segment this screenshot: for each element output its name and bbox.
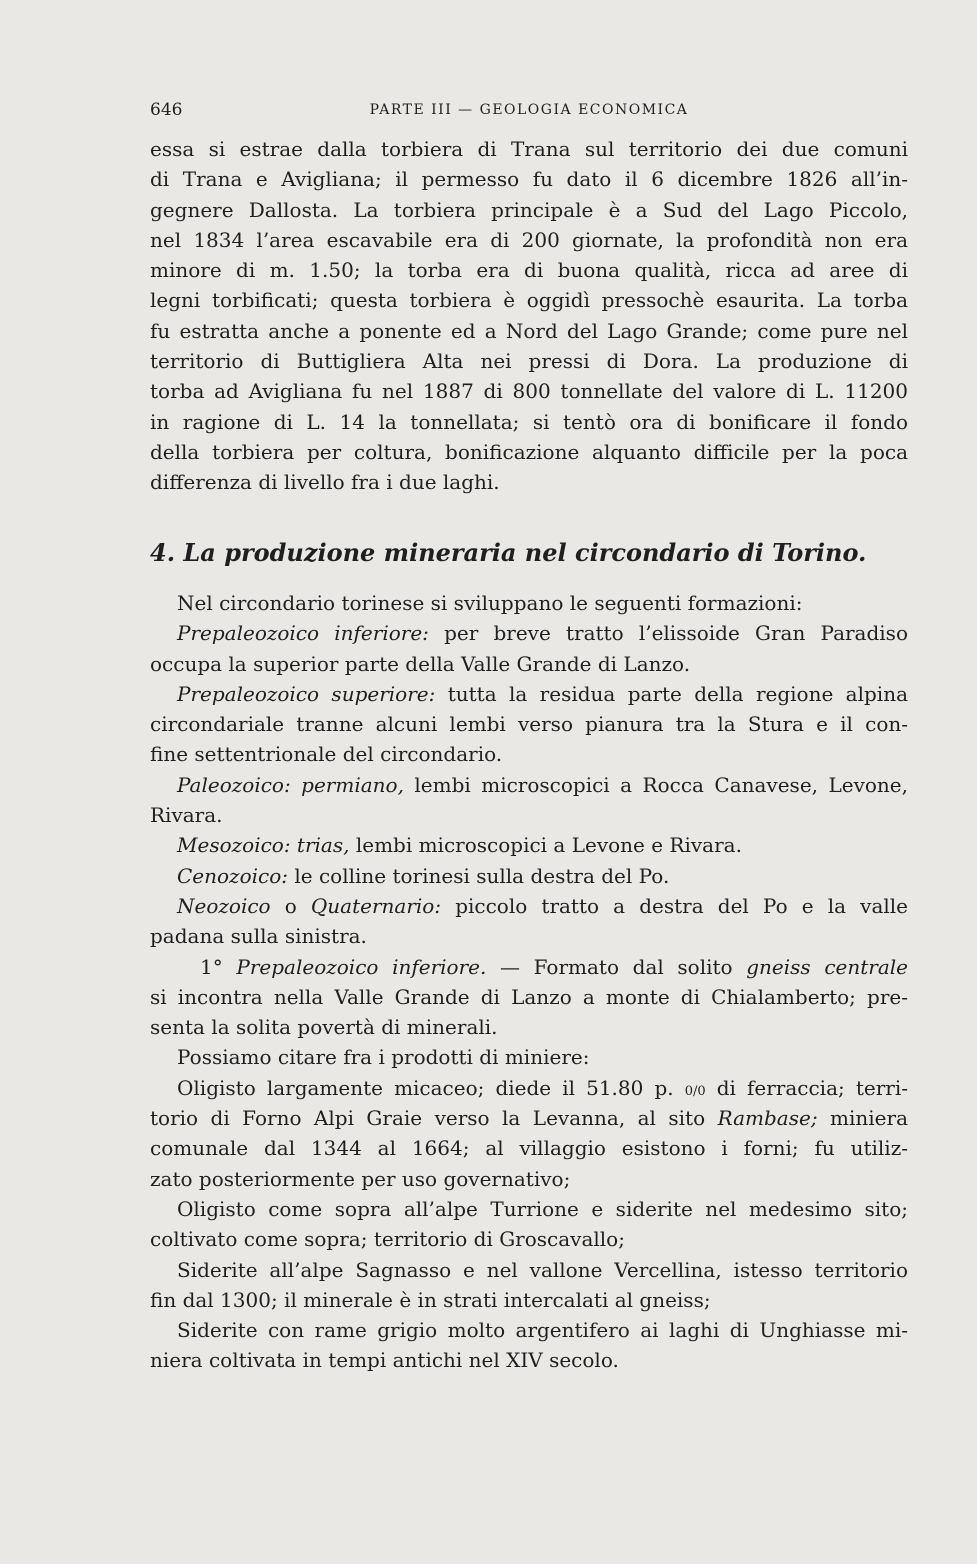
- text-line: [150, 891, 908, 921]
- text-line: senta la solita povertà di minerali.: [150, 1015, 498, 1040]
- text-line: Rivara.: [150, 803, 223, 828]
- formation-name: Quaternario:: [310, 893, 442, 918]
- text-line: [150, 861, 908, 891]
- text-line: della torbiera per coltura, bonificazione alquanto difficile per la poca: [150, 439, 908, 464]
- text-line: si incontra nella Valle Grande di Lanzo a monte di Chialamberto; pre-: [150, 984, 908, 1009]
- text-line: minore di m. 1.50; la torba era di buona qualità, ricca ad aree di: [150, 258, 908, 283]
- text-line: differenza di livello fra i due laghi.: [150, 470, 500, 495]
- text-line: comunale dal 1344 al 1664; al villaggio esistono i forni; fu utiliz-: [150, 1136, 908, 1161]
- formation-name: Cenozoico:: [177, 863, 289, 888]
- formation-name: Neozoico: [177, 893, 271, 918]
- text-line: gegnere Dallosta. La torbiera principale è a Sud del Lago Piccolo,: [150, 197, 908, 222]
- text-span: tutta la residua parte della regione alpina: [435, 681, 908, 706]
- formation-name: Prepaleozoico inferiore.: [236, 954, 487, 979]
- section-heading: 4. La produzione mineraria nel circondario di Torino.: [150, 538, 867, 567]
- formation-name: Paleozoico: permiano,: [177, 772, 404, 797]
- text-line: Siderite con rame grigio molto argentifero ai laghi di Unghiasse mi-: [177, 1318, 908, 1343]
- text-span: o: [270, 893, 311, 918]
- text-line: coltivato come sopra; territorio di Groscavallo;: [150, 1227, 625, 1252]
- rock-name: gneiss centrale: [746, 954, 908, 979]
- text-line: essa si estrae dalla torbiera di Trana sul territorio dei due comuni: [150, 137, 908, 161]
- text-span: miniera: [817, 1106, 908, 1131]
- text-line: [150, 952, 908, 982]
- text-line: Siderite all’alpe Sagnasso e nel vallone Vercellina, istesso territorio: [177, 1257, 908, 1282]
- text-line: in ragione di L. 14 la tonnellata; si tentò ora di bonificare il fondo: [150, 409, 908, 434]
- text-line: Oligisto come sopra all’alpe Turrione e siderite nel medesimo sito;: [177, 1196, 908, 1221]
- site-name: Rambase;: [717, 1106, 818, 1131]
- text-span: Oligisto largamente micaceo; diede il 51.80 p.: [177, 1075, 685, 1100]
- text-line: di Trana e Avigliana; il permesso fu dato il 6 dicembre 1826 all’in-: [150, 167, 908, 192]
- text-line: torba ad Avigliana fu nel 1887 di 800 tonnellate del valore di L. 11200: [150, 379, 908, 404]
- text-line: fine settentrionale del circondario.: [150, 742, 503, 767]
- text-span: le colline torinesi sulla destra del Po.: [288, 863, 670, 888]
- running-title: PARTE III — GEOLOGIA ECONOMICA: [369, 102, 689, 118]
- text-line: circondariale tranne alcuni lembi verso pianura tra la Stura e il con-: [150, 712, 908, 737]
- text-line: zato posteriormente per uso governativo;: [150, 1166, 571, 1191]
- text-line: [150, 770, 908, 800]
- text-line: [150, 1103, 908, 1133]
- text-line: niera coltivata in tempi antichi nel XIV secolo.: [150, 1348, 619, 1373]
- page-number: 646: [150, 100, 183, 120]
- text-line: [150, 1073, 908, 1103]
- text-line: occupa la superior parte della Valle Grande di Lanzo.: [150, 651, 691, 676]
- text-span: 1°: [200, 954, 237, 979]
- section-body: [150, 588, 908, 1376]
- text-span: lembi microscopici a Levone e Rivara.: [349, 833, 742, 858]
- text-span: lembi microscopici a Rocca Canavese, Levone,: [403, 772, 908, 797]
- text-line: nel 1834 l’area escavabile era di 200 giornate, la profondità non era: [150, 227, 908, 252]
- text-span: di ferraccia; terri-: [705, 1075, 908, 1100]
- formation-name: Prepaleozoico inferiore:: [177, 621, 429, 646]
- text-line: [150, 679, 908, 709]
- paragraph-peat-bog: [150, 134, 908, 498]
- text-line: fu estratta anche a ponente ed a Nord del Lago Grande; come pure nel: [150, 318, 908, 343]
- text-line: fin dal 1300; il minerale è in strati intercalati al gneiss;: [150, 1287, 711, 1312]
- text-span: — Formato dal solito: [486, 954, 747, 979]
- text-span: piccolo tratto a destra del Po e la valle: [441, 893, 908, 918]
- formation-name: Prepaleozoico superiore:: [177, 681, 436, 706]
- text-span: per breve tratto l’elissoide Gran Paradiso: [428, 621, 908, 646]
- text-line: [150, 618, 908, 648]
- text-line: territorio di Buttigliera Alta nei pressi di Dora. La produzione di: [150, 349, 908, 374]
- percent-sign: 0/0: [684, 1083, 706, 1099]
- text-line: legni torbificati; questa torbiera è oggidì pressochè esaurita. La torba: [150, 288, 908, 313]
- text-line: padana sulla sinistra.: [150, 924, 367, 949]
- text-span: torio di Forno Alpi Graie verso la Levanna, al sito: [150, 1106, 718, 1131]
- text-line: [150, 830, 908, 860]
- running-head: [150, 100, 908, 124]
- text-line: Nel circondario torinese si sviluppano le seguenti formazioni:: [177, 591, 803, 615]
- formation-name: Mesozoico: trias,: [177, 833, 350, 858]
- text-line: Possiamo citare fra i prodotti di miniere:: [177, 1045, 590, 1070]
